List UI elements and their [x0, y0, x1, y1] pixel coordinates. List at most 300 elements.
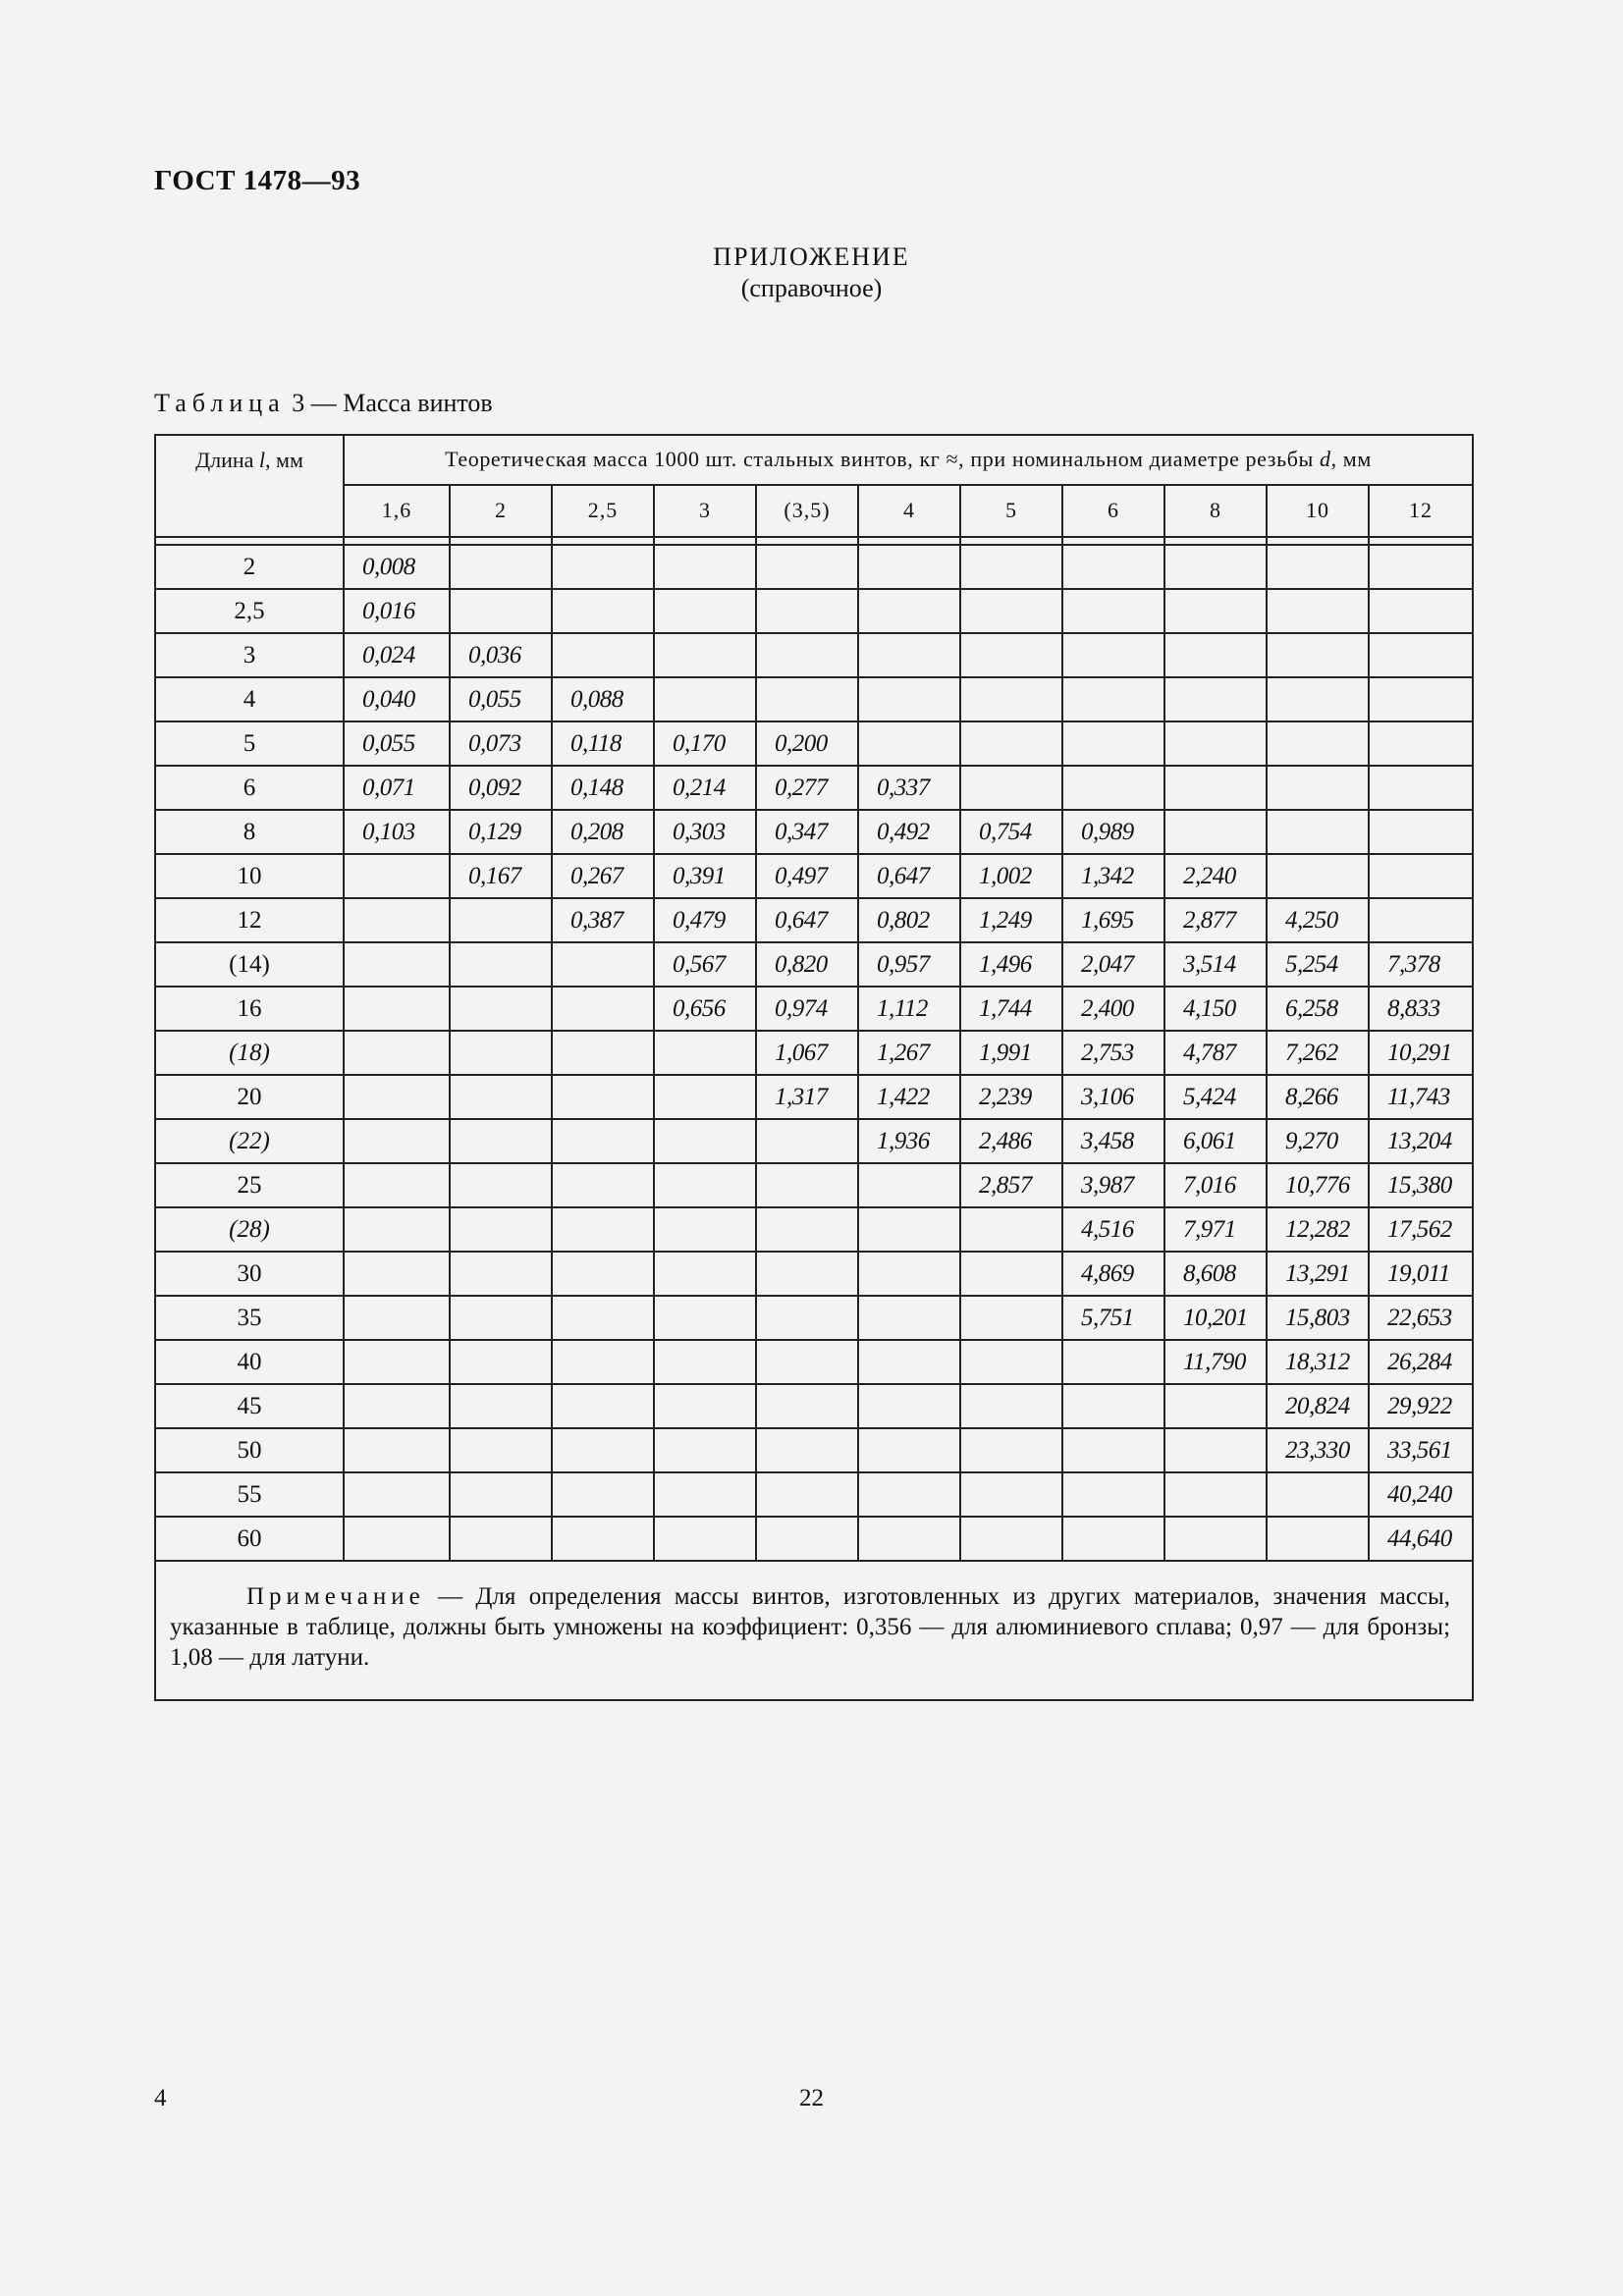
mass-cell: 15,803 — [1267, 1296, 1369, 1340]
mass-cell — [450, 1207, 552, 1252]
mass-cell — [1164, 1428, 1267, 1472]
mass-cell: 0,957 — [858, 942, 960, 987]
mass-cell: 26,284 — [1369, 1340, 1473, 1384]
mass-cell — [1164, 589, 1267, 633]
mass-cell: 0,497 — [756, 854, 858, 898]
mass-cell — [756, 1472, 858, 1517]
mass-cell — [450, 1031, 552, 1075]
mass-cell: 0,208 — [552, 810, 654, 854]
mass-cell — [344, 1296, 450, 1340]
mass-cell: 2,239 — [960, 1075, 1062, 1119]
length-cell: 5 — [155, 721, 344, 766]
mass-cell: 0,303 — [654, 810, 756, 854]
mass-cell: 0,055 — [450, 677, 552, 721]
diameter-header-cell: 6 — [1062, 485, 1164, 537]
table-caption-number: 3 — [292, 389, 305, 417]
mass-cell — [654, 1428, 756, 1472]
mass-cell: 8,833 — [1369, 987, 1473, 1031]
mass-cell: 1,422 — [858, 1075, 960, 1119]
appendix-heading — [0, 241, 1623, 304]
mass-cell — [552, 633, 654, 677]
table-row — [155, 898, 1473, 942]
mass-cell — [1267, 854, 1369, 898]
table-row — [155, 1517, 1473, 1561]
mass-cell — [654, 1163, 756, 1207]
mass-cell — [1267, 633, 1369, 677]
table-row — [155, 1119, 1473, 1163]
table-row — [155, 545, 1473, 589]
mass-cell — [960, 677, 1062, 721]
mass-cell: 0,073 — [450, 721, 552, 766]
mass-cell — [654, 1340, 756, 1384]
mass-cell — [858, 1384, 960, 1428]
mass-cell — [552, 589, 654, 633]
mass-cell — [1062, 1472, 1164, 1517]
mass-cell — [960, 1296, 1062, 1340]
diameter-header-cell: 8 — [1164, 485, 1267, 537]
mass-cell — [344, 942, 450, 987]
appendix-title: ПРИЛОЖЕНИЕ — [713, 242, 910, 271]
mass-cell: 4,250 — [1267, 898, 1369, 942]
mass-cell — [1062, 721, 1164, 766]
mass-cell: 4,516 — [1062, 1207, 1164, 1252]
mass-cell — [960, 1517, 1062, 1561]
mass-cell — [450, 589, 552, 633]
mass-cell — [858, 1340, 960, 1384]
mass-cell — [1369, 810, 1473, 854]
diameter-header-cell: (3,5) — [756, 485, 858, 537]
length-cell: 35 — [155, 1296, 344, 1340]
mass-cell — [654, 633, 756, 677]
mass-cell — [1267, 589, 1369, 633]
mass-cell: 7,262 — [1267, 1031, 1369, 1075]
mass-cell: 1,936 — [858, 1119, 960, 1163]
mass-cell: 0,337 — [858, 766, 960, 810]
mass-cell: 1,695 — [1062, 898, 1164, 942]
mass-cell: 1,067 — [756, 1031, 858, 1075]
mass-cell — [552, 1340, 654, 1384]
diameter-header-cell: 5 — [960, 485, 1062, 537]
length-cell: 16 — [155, 987, 344, 1031]
mass-cell — [552, 545, 654, 589]
table-row — [155, 721, 1473, 766]
mass-cell — [1164, 721, 1267, 766]
mass-cell: 8,266 — [1267, 1075, 1369, 1119]
mass-cell — [858, 589, 960, 633]
length-cell: 40 — [155, 1340, 344, 1384]
mass-cell: 4,787 — [1164, 1031, 1267, 1075]
mass-cell — [344, 1031, 450, 1075]
mass-cell — [344, 1252, 450, 1296]
mass-cell — [450, 942, 552, 987]
mass-cell — [960, 1252, 1062, 1296]
mass-cell — [960, 589, 1062, 633]
mass-cell — [960, 1472, 1062, 1517]
length-cell: 45 — [155, 1384, 344, 1428]
mass-cell: 7,016 — [1164, 1163, 1267, 1207]
length-cell: 30 — [155, 1252, 344, 1296]
mass-cell: 2,857 — [960, 1163, 1062, 1207]
mass-cell: 10,776 — [1267, 1163, 1369, 1207]
note-label: Примечание — [246, 1583, 425, 1610]
table-row — [155, 589, 1473, 633]
mass-cell: 1,267 — [858, 1031, 960, 1075]
mass-cell: 0,055 — [344, 721, 450, 766]
mass-cell — [654, 677, 756, 721]
mass-cell: 0,103 — [344, 810, 450, 854]
mass-cell — [1164, 1472, 1267, 1517]
mass-cell — [552, 987, 654, 1031]
mass-cell — [756, 1517, 858, 1561]
mass-cell: 0,277 — [756, 766, 858, 810]
mass-cell: 18,312 — [1267, 1340, 1369, 1384]
appendix-subtitle: (справочное) — [740, 274, 883, 302]
length-cell: 25 — [155, 1163, 344, 1207]
mass-cell — [1267, 677, 1369, 721]
mass-cell — [552, 1384, 654, 1428]
mass-cell — [450, 1119, 552, 1163]
mass-header-var: d — [1320, 447, 1331, 472]
mass-cell — [960, 1384, 1062, 1428]
length-cell: (28) — [155, 1207, 344, 1252]
table-row — [155, 1031, 1473, 1075]
mass-cell: 6,258 — [1267, 987, 1369, 1031]
table-row — [155, 766, 1473, 810]
mass-cell — [450, 1340, 552, 1384]
mass-cell: 3,514 — [1164, 942, 1267, 987]
mass-cell — [756, 1252, 858, 1296]
mass-cell — [1164, 545, 1267, 589]
mass-cell — [756, 589, 858, 633]
mass-cell: 0,200 — [756, 721, 858, 766]
mass-cell: 1,342 — [1062, 854, 1164, 898]
length-cell: 3 — [155, 633, 344, 677]
mass-cell — [1267, 1517, 1369, 1561]
standard-designation: ГОСТ 1478—93 — [154, 165, 361, 196]
mass-cell — [344, 1119, 450, 1163]
mass-cell: 0,802 — [858, 898, 960, 942]
mass-cell — [552, 1428, 654, 1472]
mass-cell — [1062, 633, 1164, 677]
mass-cell: 11,790 — [1164, 1340, 1267, 1384]
mass-cell — [756, 1207, 858, 1252]
table-row — [155, 1384, 1473, 1428]
mass-cell — [756, 1340, 858, 1384]
length-cell: 2,5 — [155, 589, 344, 633]
table-row — [155, 633, 1473, 677]
mass-cell — [858, 1252, 960, 1296]
mass-cell — [450, 1252, 552, 1296]
table-row — [155, 1340, 1473, 1384]
mass-cell: 5,424 — [1164, 1075, 1267, 1119]
mass-cell — [450, 1163, 552, 1207]
length-cell: (14) — [155, 942, 344, 987]
mass-cell: 7,971 — [1164, 1207, 1267, 1252]
mass-cell — [344, 1517, 450, 1561]
length-cell: (22) — [155, 1119, 344, 1163]
mass-cell — [756, 1296, 858, 1340]
table-row — [155, 1075, 1473, 1119]
mass-cell — [756, 633, 858, 677]
mass-cell — [858, 545, 960, 589]
header-separator — [155, 537, 1473, 545]
table-row — [155, 1296, 1473, 1340]
mass-cell: 3,106 — [1062, 1075, 1164, 1119]
mass-cell: 0,036 — [450, 633, 552, 677]
mass-cell — [654, 1031, 756, 1075]
mass-cell — [960, 1428, 1062, 1472]
mass-cell: 10,291 — [1369, 1031, 1473, 1075]
mass-cell — [1062, 1340, 1164, 1384]
mass-cell: 1,249 — [960, 898, 1062, 942]
mass-cell — [1369, 766, 1473, 810]
mass-cell: 13,291 — [1267, 1252, 1369, 1296]
mass-cell — [858, 1163, 960, 1207]
mass-cell — [960, 633, 1062, 677]
mass-cell — [552, 1472, 654, 1517]
mass-cell: 1,317 — [756, 1075, 858, 1119]
mass-cell — [1164, 633, 1267, 677]
length-cell: 12 — [155, 898, 344, 942]
mass-cell: 0,492 — [858, 810, 960, 854]
mass-cell: 19,011 — [1369, 1252, 1473, 1296]
mass-cell — [552, 1517, 654, 1561]
mass-cell: 4,150 — [1164, 987, 1267, 1031]
mass-cell: 0,479 — [654, 898, 756, 942]
screw-mass-table-container — [154, 434, 1468, 1701]
mass-cell — [344, 987, 450, 1031]
mass-cell: 0,647 — [858, 854, 960, 898]
mass-cell — [1369, 633, 1473, 677]
mass-cell — [960, 721, 1062, 766]
mass-cell — [756, 1163, 858, 1207]
mass-cell: 29,922 — [1369, 1384, 1473, 1428]
length-cell: 50 — [155, 1428, 344, 1472]
table-row — [155, 677, 1473, 721]
mass-cell — [450, 898, 552, 942]
mass-cell — [756, 1428, 858, 1472]
mass-cell: 6,061 — [1164, 1119, 1267, 1163]
mass-cell — [654, 1472, 756, 1517]
mass-cell: 2,400 — [1062, 987, 1164, 1031]
mass-cell — [1267, 545, 1369, 589]
mass-cell: 0,071 — [344, 766, 450, 810]
mass-cell: 2,753 — [1062, 1031, 1164, 1075]
mass-cell — [552, 1207, 654, 1252]
mass-cell — [654, 1252, 756, 1296]
mass-cell: 2,047 — [1062, 942, 1164, 987]
table-body — [155, 545, 1473, 1561]
mass-cell: 0,989 — [1062, 810, 1164, 854]
mass-cell — [858, 1296, 960, 1340]
mass-cell: 33,561 — [1369, 1428, 1473, 1472]
mass-cell — [960, 545, 1062, 589]
mass-cell: 5,254 — [1267, 942, 1369, 987]
mass-cell — [1369, 589, 1473, 633]
length-cell: 20 — [155, 1075, 344, 1119]
screw-mass-table — [154, 434, 1474, 1701]
mass-cell — [960, 1207, 1062, 1252]
mass-cell — [1369, 721, 1473, 766]
mass-header-unit: , мм — [1330, 447, 1372, 472]
mass-cell — [858, 721, 960, 766]
mass-cell — [1369, 854, 1473, 898]
mass-cell — [552, 1031, 654, 1075]
mass-cell — [1369, 677, 1473, 721]
mass-cell — [552, 942, 654, 987]
mass-cell — [654, 545, 756, 589]
mass-cell — [1164, 677, 1267, 721]
length-cell: 60 — [155, 1517, 344, 1561]
mass-cell: 0,040 — [344, 677, 450, 721]
mass-cell — [858, 1517, 960, 1561]
table-caption-text: — Масса винтов — [310, 389, 493, 417]
mass-cell: 1,112 — [858, 987, 960, 1031]
table-row — [155, 987, 1473, 1031]
table-row — [155, 1472, 1473, 1517]
mass-cell — [654, 1517, 756, 1561]
mass-cell — [450, 545, 552, 589]
mass-cell — [960, 1340, 1062, 1384]
mass-cell: 0,820 — [756, 942, 858, 987]
mass-cell — [450, 1384, 552, 1428]
mass-cell — [552, 1163, 654, 1207]
mass-cell: 2,240 — [1164, 854, 1267, 898]
mass-cell — [450, 987, 552, 1031]
mass-cell: 0,170 — [654, 721, 756, 766]
mass-cell — [344, 1075, 450, 1119]
mass-cell: 8,608 — [1164, 1252, 1267, 1296]
mass-cell — [552, 1075, 654, 1119]
mass-cell: 0,567 — [654, 942, 756, 987]
mass-cell: 15,380 — [1369, 1163, 1473, 1207]
mass-cell — [756, 677, 858, 721]
diameter-header-cell: 2 — [450, 485, 552, 537]
mass-cell — [1062, 1428, 1164, 1472]
page-number: 22 — [799, 2085, 824, 2111]
mass-cell — [654, 1119, 756, 1163]
diameter-header-cell: 12 — [1369, 485, 1473, 537]
mass-cell: 0,656 — [654, 987, 756, 1031]
diameter-header-cell: 4 — [858, 485, 960, 537]
mass-cell: 1,496 — [960, 942, 1062, 987]
mass-cell — [654, 1075, 756, 1119]
length-cell: 10 — [155, 854, 344, 898]
mass-cell — [552, 1119, 654, 1163]
mass-cell — [344, 1207, 450, 1252]
mass-cell: 0,214 — [654, 766, 756, 810]
diameter-header-row — [155, 485, 1473, 537]
mass-cell — [344, 1384, 450, 1428]
mass-cell — [1267, 766, 1369, 810]
mass-cell: 0,754 — [960, 810, 1062, 854]
mass-cell — [858, 633, 960, 677]
mass-cell: 0,167 — [450, 854, 552, 898]
mass-cell: 0,088 — [552, 677, 654, 721]
diameter-header-cell: 2,5 — [552, 485, 654, 537]
mass-cell — [654, 1384, 756, 1428]
mass-cell: 0,391 — [654, 854, 756, 898]
mass-cell — [552, 1296, 654, 1340]
table-row — [155, 1207, 1473, 1252]
mass-cell: 22,653 — [1369, 1296, 1473, 1340]
table-caption-label: Таблица — [154, 389, 286, 417]
mass-cell — [450, 1517, 552, 1561]
length-cell: 2 — [155, 545, 344, 589]
table-row — [155, 942, 1473, 987]
mass-cell: 1,744 — [960, 987, 1062, 1031]
mass-cell — [1164, 1517, 1267, 1561]
mass-cell: 0,016 — [344, 589, 450, 633]
length-header-prefix: Длина — [195, 448, 254, 472]
mass-cell: 0,387 — [552, 898, 654, 942]
mass-cell — [344, 1340, 450, 1384]
footer-sheet-number: 4 — [154, 2085, 167, 2111]
table-note — [155, 1561, 1473, 1700]
mass-cell — [858, 1428, 960, 1472]
mass-cell — [858, 677, 960, 721]
mass-cell: 0,148 — [552, 766, 654, 810]
mass-cell: 4,869 — [1062, 1252, 1164, 1296]
mass-cell: 0,024 — [344, 633, 450, 677]
mass-cell — [654, 1296, 756, 1340]
mass-cell — [756, 545, 858, 589]
table-row — [155, 1163, 1473, 1207]
mass-cell — [1369, 898, 1473, 942]
diameter-header-cell: 1,6 — [344, 485, 450, 537]
mass-cell: 23,330 — [1267, 1428, 1369, 1472]
mass-cell — [1062, 589, 1164, 633]
mass-cell — [344, 898, 450, 942]
mass-cell: 20,824 — [1267, 1384, 1369, 1428]
mass-cell: 1,002 — [960, 854, 1062, 898]
mass-cell — [1267, 721, 1369, 766]
mass-cell — [344, 1428, 450, 1472]
mass-cell: 7,378 — [1369, 942, 1473, 987]
mass-cell — [1062, 1384, 1164, 1428]
length-cell: 4 — [155, 677, 344, 721]
mass-cell: 40,240 — [1369, 1472, 1473, 1517]
mass-cell — [344, 1472, 450, 1517]
table-row — [155, 854, 1473, 898]
table-caption — [154, 389, 493, 418]
mass-cell — [858, 1472, 960, 1517]
mass-cell: 3,987 — [1062, 1163, 1164, 1207]
length-cell: 8 — [155, 810, 344, 854]
mass-cell: 13,204 — [1369, 1119, 1473, 1163]
table-row — [155, 1428, 1473, 1472]
mass-cell — [1062, 677, 1164, 721]
mass-cell: 3,458 — [1062, 1119, 1164, 1163]
length-cell: (18) — [155, 1031, 344, 1075]
mass-cell: 0,008 — [344, 545, 450, 589]
mass-cell — [1164, 810, 1267, 854]
mass-cell — [450, 1075, 552, 1119]
mass-cell — [756, 1384, 858, 1428]
mass-cell — [1369, 545, 1473, 589]
table-row — [155, 810, 1473, 854]
mass-cell — [858, 1207, 960, 1252]
mass-cell — [1267, 1472, 1369, 1517]
mass-cell: 44,640 — [1369, 1517, 1473, 1561]
mass-cell — [1062, 766, 1164, 810]
mass-cell: 0,267 — [552, 854, 654, 898]
mass-cell: 2,486 — [960, 1119, 1062, 1163]
mass-cell: 2,877 — [1164, 898, 1267, 942]
diameter-header-cell: 10 — [1267, 485, 1369, 537]
mass-cell: 0,647 — [756, 898, 858, 942]
table-row — [155, 1252, 1473, 1296]
